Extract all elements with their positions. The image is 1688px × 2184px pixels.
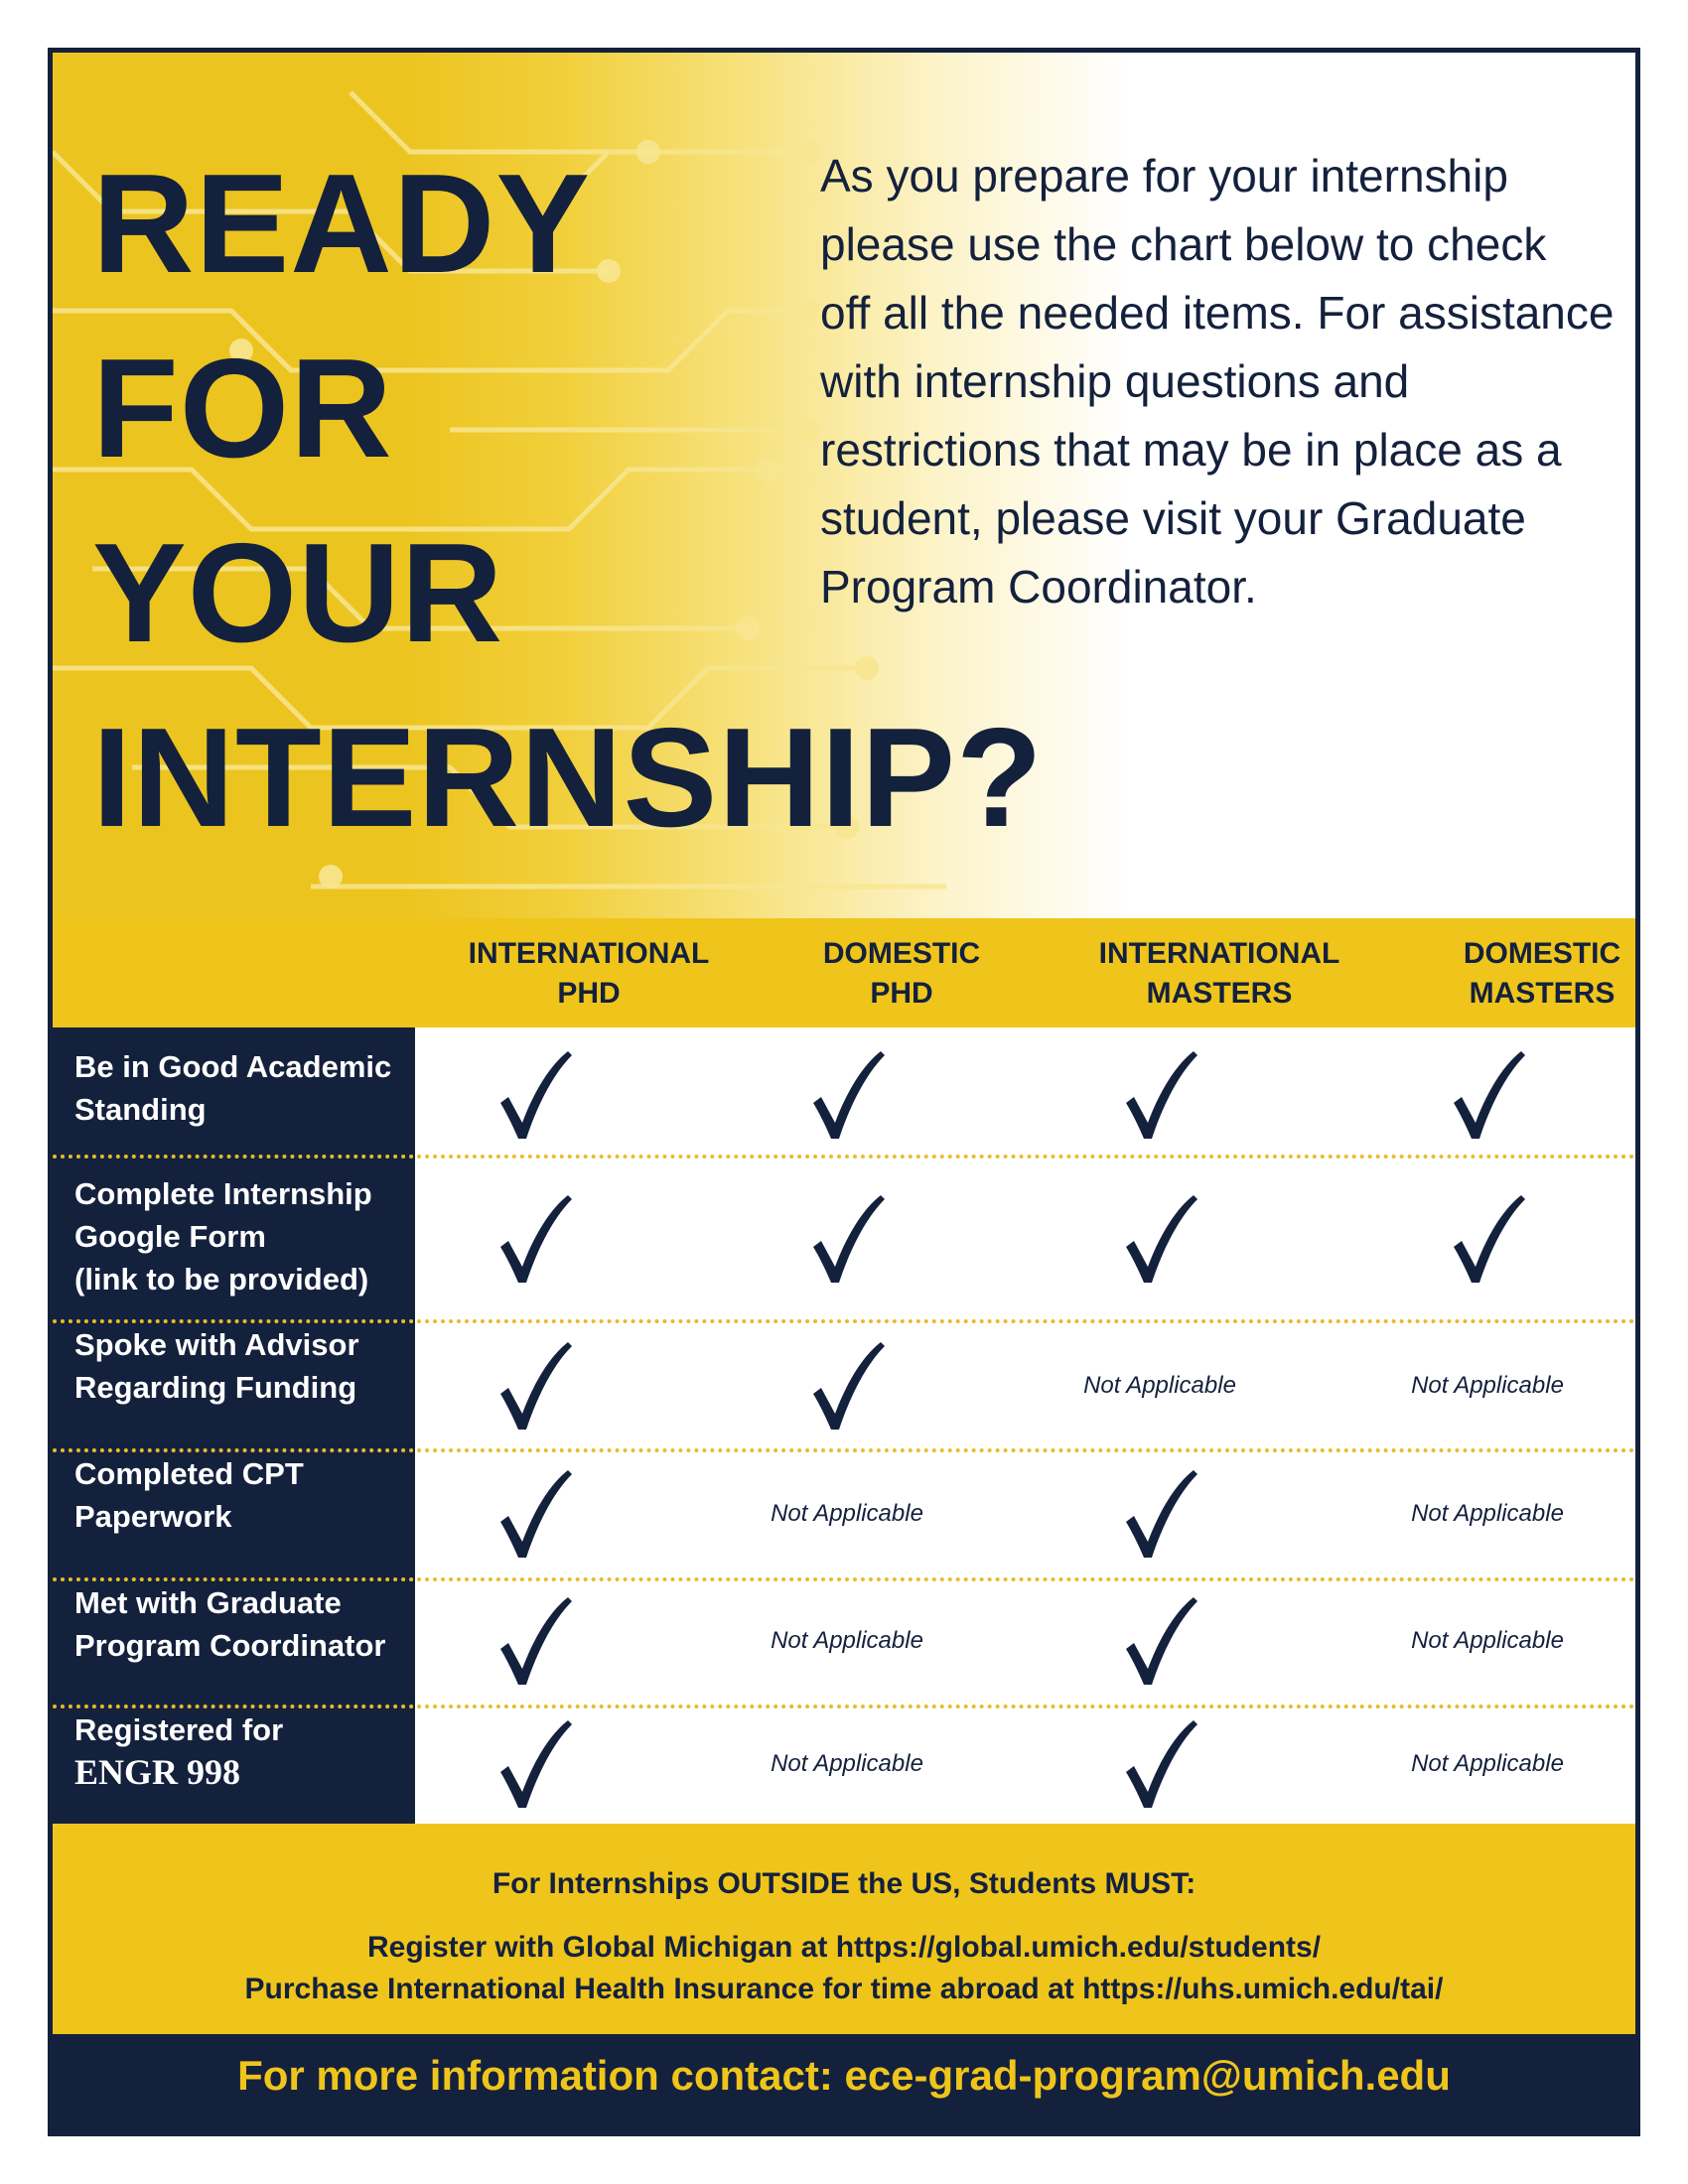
not-applicable-label: Not Applicable bbox=[771, 1627, 923, 1654]
row-label-line: Registered for bbox=[74, 1712, 284, 1747]
row-label-graduate-coordinator bbox=[74, 1581, 412, 1667]
row-label-line: (link to be provided) bbox=[74, 1262, 369, 1297]
row-divider bbox=[53, 1319, 1635, 1323]
row-label-line: Program Coordinator bbox=[74, 1628, 386, 1663]
footer-health-insurance: Purchase International Health Insurance for time abroad at https://uhs.umich.edu/tai/ bbox=[244, 1973, 1444, 2005]
row-label-line: Paperwork bbox=[74, 1499, 232, 1534]
intro-line: student, please visit your Graduate bbox=[820, 492, 1526, 544]
not-applicable-label: Not Applicable bbox=[1411, 1627, 1564, 1654]
title-line: READY bbox=[92, 145, 592, 303]
column-header-line: INTERNATIONAL bbox=[1098, 937, 1340, 970]
column-header-line: MASTERS bbox=[1469, 977, 1616, 1010]
row-label-line: Completed CPT bbox=[74, 1456, 304, 1491]
footer-heading: For Internships OUTSIDE the US, Students MUST: bbox=[492, 1867, 1196, 1900]
column-header-international-masters bbox=[1070, 934, 1368, 1014]
row-label-academic-standing bbox=[74, 1045, 412, 1131]
row-label-line: Complete Internship bbox=[74, 1176, 372, 1211]
column-header-line: PHD bbox=[870, 977, 933, 1010]
intro-line: As you prepare for your internship bbox=[820, 150, 1508, 202]
flyer bbox=[48, 48, 1640, 2136]
row-label-line: ENGR 998 bbox=[74, 1752, 241, 1792]
row-label-google-form bbox=[74, 1172, 412, 1300]
row-label-cpt-paperwork bbox=[74, 1452, 412, 1538]
row-divider bbox=[53, 1577, 1635, 1581]
row-label-engr-998 bbox=[74, 1708, 412, 1794]
column-header-line: DOMESTIC bbox=[1463, 937, 1621, 970]
checkmark-icon bbox=[1448, 1047, 1527, 1148]
checkmark-icon bbox=[807, 1191, 887, 1292]
column-header-domestic-masters bbox=[1393, 934, 1640, 1014]
not-applicable-label: Not Applicable bbox=[771, 1750, 923, 1777]
row-divider bbox=[53, 1448, 1635, 1452]
checkmark-icon bbox=[494, 1338, 574, 1438]
not-applicable-label: Not Applicable bbox=[1411, 1750, 1564, 1777]
intro-line: please use the chart below to check bbox=[820, 218, 1547, 270]
column-header-line: MASTERS bbox=[1146, 977, 1293, 1010]
title-line: YOUR bbox=[92, 514, 504, 672]
column-header-international-phd bbox=[440, 934, 738, 1014]
checkmark-icon bbox=[494, 1716, 574, 1817]
row-label-line: Met with Graduate bbox=[74, 1585, 342, 1620]
intro-line: restrictions that may be in place as a bbox=[820, 424, 1562, 476]
checkmark-icon bbox=[1120, 1593, 1199, 1694]
hero-section bbox=[53, 53, 1635, 918]
intro-line: with internship questions and bbox=[820, 355, 1410, 407]
column-header-band bbox=[53, 918, 1635, 1027]
column-header-domestic-phd bbox=[753, 934, 1051, 1014]
checkmark-icon bbox=[494, 1593, 574, 1694]
row-divider bbox=[53, 1155, 1635, 1159]
checkmark-icon bbox=[494, 1191, 574, 1292]
checkmark-icon bbox=[1120, 1466, 1199, 1567]
not-applicable-label: Not Applicable bbox=[1083, 1372, 1236, 1399]
row-label-line: Spoke with Advisor bbox=[74, 1327, 359, 1362]
row-label-advisor-funding bbox=[74, 1323, 412, 1409]
title-line: FOR bbox=[92, 330, 393, 487]
column-header-line: DOMESTIC bbox=[822, 937, 981, 970]
checkmark-icon bbox=[1120, 1047, 1199, 1148]
row-divider bbox=[53, 1705, 1635, 1708]
not-applicable-label: Not Applicable bbox=[1411, 1500, 1564, 1527]
intro-line: Program Coordinator. bbox=[820, 561, 1257, 613]
column-header-line: PHD bbox=[557, 977, 621, 1010]
intro-line: off all the needed items. For assistance bbox=[820, 287, 1615, 339]
outside-us-requirements bbox=[53, 1824, 1635, 2034]
intro-paragraph bbox=[820, 142, 1615, 621]
checkmark-icon bbox=[807, 1047, 887, 1148]
title-line: INTERNSHIP? bbox=[92, 699, 1044, 857]
column-header-line: INTERNATIONAL bbox=[468, 937, 710, 970]
contact-band: For more information contact: ece-grad-program@umich.edu bbox=[53, 2034, 1635, 2136]
row-label-line: Google Form bbox=[74, 1219, 266, 1254]
checkmark-icon bbox=[494, 1047, 574, 1148]
not-applicable-label: Not Applicable bbox=[1411, 1372, 1564, 1399]
checkmark-icon bbox=[1120, 1191, 1199, 1292]
row-label-line: Be in Good Academic bbox=[74, 1049, 392, 1084]
checkmark-icon bbox=[1448, 1191, 1527, 1292]
checkmark-icon bbox=[494, 1466, 574, 1567]
checkmark-icon bbox=[807, 1338, 887, 1438]
not-applicable-label: Not Applicable bbox=[771, 1500, 923, 1527]
footer-global-michigan: Register with Global Michigan at https://global.umich.edu/students/ bbox=[366, 1931, 1322, 1964]
row-label-line: Standing bbox=[74, 1092, 207, 1127]
checkmark-icon bbox=[1120, 1716, 1199, 1817]
row-label-line: Regarding Funding bbox=[74, 1370, 357, 1405]
